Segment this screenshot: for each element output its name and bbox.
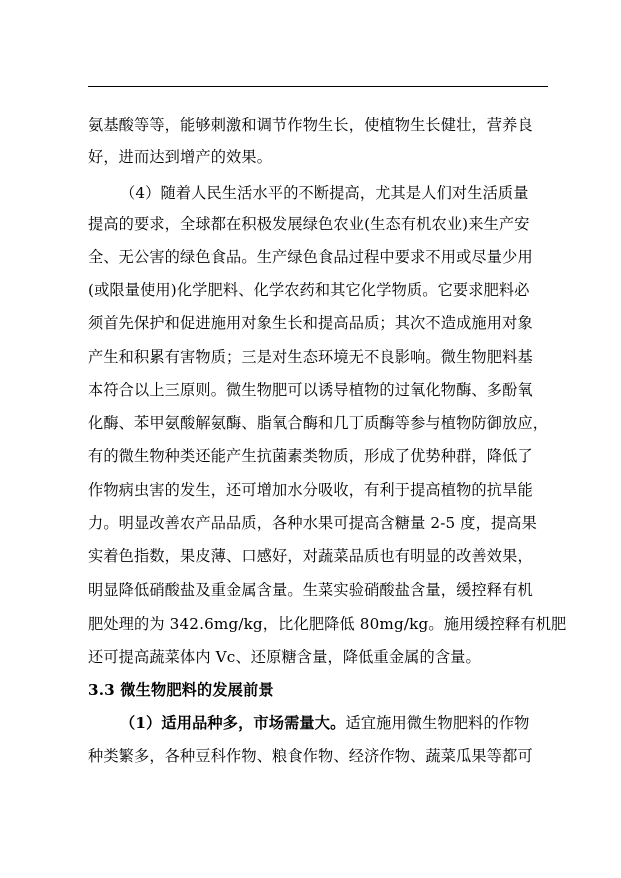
body-line: 化酶、苯甲氨酸解氨酶、脂氧合酶和几丁质酶等参与植物防御放应， xyxy=(88,414,549,432)
body-line: 提高的要求，全球都在积极发展绿色农业(生态有机农业)来生产安 xyxy=(88,215,530,233)
body-line: 力。明显改善农产品品质，各种水果可提高含糖量 2-5 度，提高果 xyxy=(88,514,537,532)
paragraph-4-start: （4）随着人民生活水平的不断提高，尤其是人们对生活质量 xyxy=(120,184,529,202)
body-line: 有的微生物种类还能产生抗菌素类物质，形成了优势种群，降低了 xyxy=(88,447,533,465)
section-heading: 3.3 微生物肥料的发展前景 xyxy=(88,681,274,699)
header-rule xyxy=(88,86,548,87)
body-line: 氨基酸等等，能够刺激和调节作物生长，使植物生长健壮，营养良 xyxy=(88,116,533,134)
body-line: 种类繁多，各种豆科作物、粮食作物、经济作物、蔬菜瓜果等都可 xyxy=(88,747,533,765)
body-line: 还可提高蔬菜体内 Vc、还原糖含量，降低重金属的含量。 xyxy=(88,648,481,666)
body-line: 好，进而达到增产的效果。 xyxy=(88,148,273,166)
point-1-rest: 适宜施用微生物肥料的作物 xyxy=(345,714,530,732)
body-line: 作物病虫害的发生，还可增加水分吸收，有利于提高植物的抗旱能 xyxy=(88,481,533,499)
body-line: 须首先保护和促进施用对象生长和提高品质；其次不造成施用对象 xyxy=(88,314,533,332)
point-1-line xyxy=(120,713,590,733)
body-line: 明显降低硝酸盐及重金属含量。生菜实验硝酸盐含量，缓控释有机 xyxy=(88,581,533,599)
body-line: 实着色指数，果皮薄、口感好，对蔬菜品质也有明显的改善效果， xyxy=(88,547,533,565)
body-line: 本符合以上三原则。微生物肥可以诱导植物的过氧化物酶、多酚氧 xyxy=(88,381,533,399)
body-line: 肥处理的为 342.6mg/kg，比化肥降低 80mg/kg。施用缓控释有机肥 xyxy=(88,615,567,633)
body-line: 产生和积累有害物质；三是对生态环境无不良影响。微生物肥料基 xyxy=(88,348,533,366)
body-line: 全、无公害的绿色食品。生产绿色食品过程中要求不用或尽量少用 xyxy=(88,248,533,266)
point-1-lead: （1）适用品种多，市场需量大。 xyxy=(120,714,346,732)
body-line: (或限量使用)化学肥料、化学农药和其它化学物质。它要求肥料必 xyxy=(88,281,530,299)
